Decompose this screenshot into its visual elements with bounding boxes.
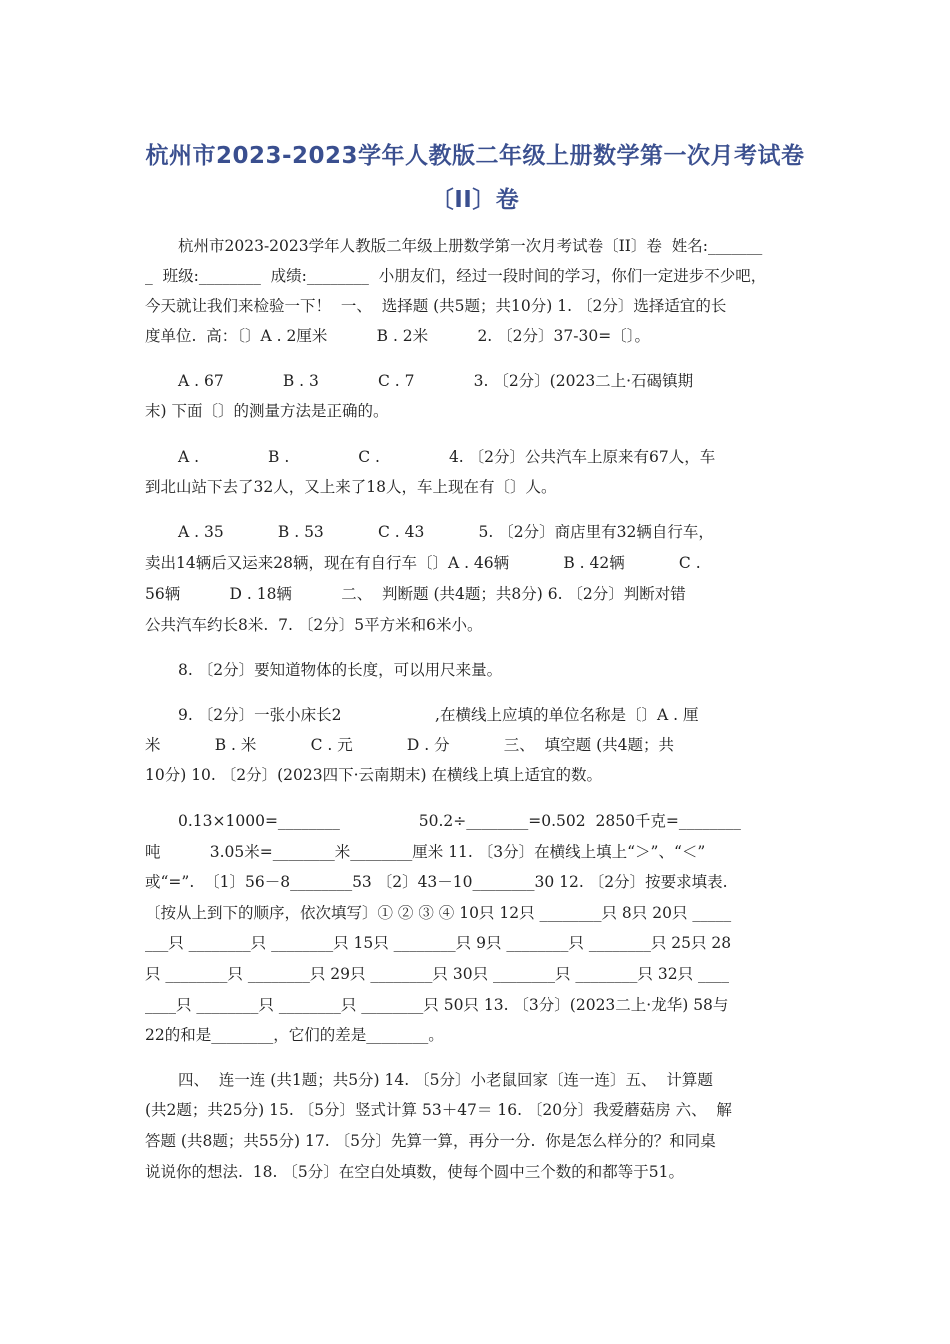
text-line: A . 35 B . 53 C . 43 5. 〔2分〕商店里有32辆自行车， [178,523,714,541]
text-line: 8. 〔2分〕要知道物体的长度，可以用尺来量。 [178,661,503,679]
text-line: _ 班级:________ 成绩:________ 小朋友们，经过一段时间的学习，你们一定进步不少吧， [145,267,767,285]
text-line: 卖出14辆后又运来28辆，现在有自行车〔〕A . 46辆 B . 42辆 C . [145,554,701,572]
text-line: ____只 ________只 ________只 ________只 50只 13. 〔3分〕(2023二上·龙华) 58与 [145,996,729,1014]
document-title-line-2: 〔II〕卷 [430,187,520,213]
text-line: (共2题；共25分) 15. 〔5分〕竖式计算 53＋47＝ 16. 〔20分〕我爱蘑菇房 六、 解 [145,1101,732,1119]
text-line: 末) 下面〔〕的测量方法是正确的。 [145,402,389,420]
text-line: 公共汽车约长8米. 7. 〔2分〕5平方米和6米小。 [145,616,483,634]
text-line: 只 ________只 ________只 29只 ________只 30只 ________只 ________只 32只 ____ [145,965,730,983]
text-line: 22的和是________，它们的差是________。 [145,1026,444,1044]
text-line: 56辆 D . 18辆 二、 判断题 (共4题；共8分) 6. 〔2分〕判断对错 [145,585,686,603]
document-title-line-1: 杭州市2023-2023学年人教版二年级上册数学第一次月考试卷 [145,143,805,169]
text-line: A . 67 B . 3 C . 7 3. 〔2分〕(2023二上·石碣镇期 [178,372,694,390]
text-line: 吨 3.05米=________米________厘米 11. 〔3分〕在横线上填上“＞”、“＜” [145,843,706,861]
text-line: 答题 (共8题；共55分) 17. 〔5分〕先算一算，再分一分. 你是怎么样分的？和同桌 [145,1132,716,1150]
text-line: 说说你的想法. 18. 〔5分〕在空白处填数，使每个圆中三个数的和都等于51。 [145,1163,684,1181]
text-line: ___只 ________只 ________只 15只 ________只 9只 ________只 ________只 25只 28 [145,934,732,952]
text-line: A . B . C . 4. 〔2分〕公共汽车上原来有67人，车 [178,448,716,466]
text-line: 今天就让我们来检验一下！ 一、 选择题 (共5题；共10分) 1. 〔2分〕选择适宜的长 [145,297,727,315]
text-line: 或“=”. 〔1〕56－8________53 〔2〕43－10________30 12. 〔2分〕按要求填表. [145,873,728,891]
text-line: 0.13×1000=________ 50.2÷________=0.502 2850千克=________ [178,812,741,830]
text-line: 米 B . 米 C . 元 D . 分 三、 填空题 (共4题；共 [145,736,674,754]
text-line: 到北山站下去了32人，又上来了18人，车上现在有〔〕人。 [145,478,557,496]
text-line: 度单位. 高：〔〕A . 2厘米 B . 2米 2. 〔2分〕37-30=〔〕。 [145,327,650,345]
text-line: 杭州市2023-2023学年人教版二年级上册数学第一次月考试卷〔II〕卷 姓名:_______ [178,237,763,255]
text-line: 四、 连一连 (共1题；共5分) 14. 〔5分〕小老鼠回家〔连一连〕五、 计算题 [178,1071,713,1089]
text-line: 10分) 10. 〔2分〕(2023四下·云南期末) 在横线上填上适宜的数。 [145,766,603,784]
text-line: 9. 〔2分〕一张小床长2 ,在横线上应填的单位名称是〔〕A . 厘 [178,706,699,724]
text-line: 〔按从上到下的顺序，依次填写〕① ② ③ ④ 10只 12只 ________只 8只 20只 _____ [145,904,732,922]
